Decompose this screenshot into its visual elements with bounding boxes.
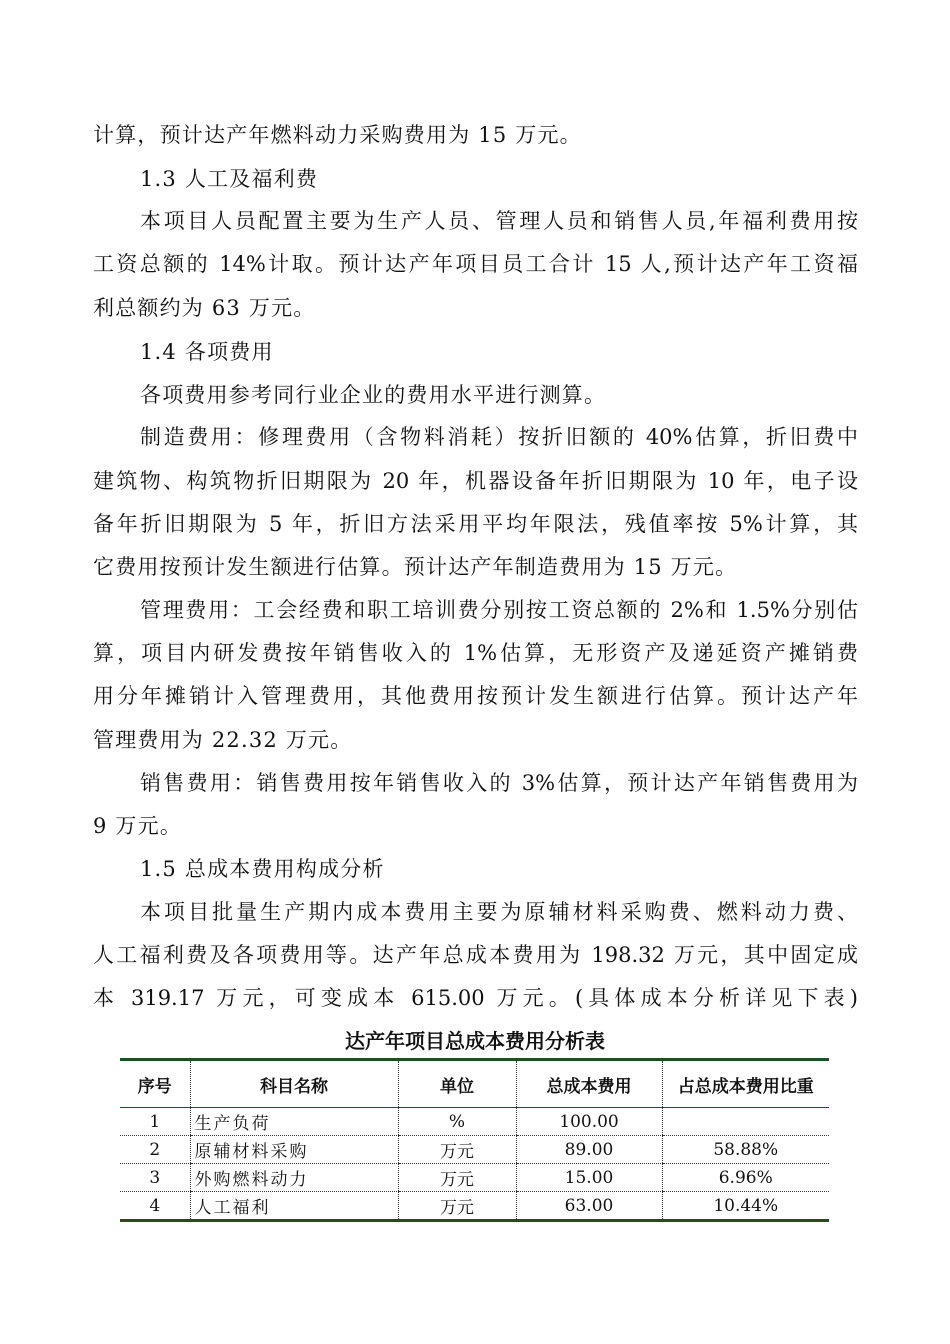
cell-total-cost: 63.00 bbox=[516, 1192, 662, 1221]
paragraph-line: 它费用按预计发生额进行估算。预计达产年制造费用为 15 万元。 bbox=[93, 555, 738, 579]
paragraph-line: 本项目人员配置主要为生产人员、管理人员和销售人员,年福利费用按 bbox=[140, 209, 858, 233]
section-heading: 1.4 各项费用 bbox=[140, 340, 274, 364]
paragraph-line: 建筑物、构筑物折旧期限为 20 年，机器设备年折旧期限为 10 年，电子设 bbox=[93, 469, 858, 493]
cell-share bbox=[662, 1108, 829, 1136]
header-unit: 单位 bbox=[398, 1060, 516, 1108]
table-header-row bbox=[120, 1060, 829, 1108]
header-index: 序号 bbox=[120, 1060, 190, 1108]
cell-index: 2 bbox=[120, 1136, 190, 1164]
table-row bbox=[120, 1192, 829, 1221]
header-item-name: 科目名称 bbox=[190, 1060, 398, 1108]
paragraph-line: 本项目批量生产期内成本费用主要为原辅材料采购费、燃料动力费、 bbox=[140, 900, 858, 924]
paragraph-line: 计算，预计达产年燃料动力采购费用为 15 万元。 bbox=[93, 123, 582, 147]
cell-item-name: 人工福利 bbox=[190, 1192, 398, 1221]
paragraph-line: 本 319.17 万元，可变成本 615.00 万元。(具体成本分析详见下表) bbox=[93, 986, 858, 1010]
cell-index: 3 bbox=[120, 1164, 190, 1192]
section-heading: 1.3 人工及福利费 bbox=[140, 167, 319, 191]
paragraph-line: 销售费用：销售费用按年销售收入的 3%估算，预计达产年销售费用为 bbox=[140, 771, 858, 795]
paragraph-line: 备年折旧期限为 5 年，折旧方法采用平均年限法，残值率按 5%计算，其 bbox=[93, 512, 858, 536]
cell-total-cost: 89.00 bbox=[516, 1136, 662, 1164]
cell-share: 58.88% bbox=[662, 1136, 829, 1164]
cell-unit: 万元 bbox=[398, 1192, 516, 1221]
paragraph-line: 各项费用参考同行业企业的费用水平进行测算。 bbox=[140, 383, 607, 407]
paragraph-line: 制造费用：修理费用（含物料消耗）按折旧额的 40%估算，折旧费中 bbox=[140, 425, 858, 449]
table-title: 达产年项目总成本费用分析表 bbox=[345, 1029, 605, 1053]
cell-total-cost: 15.00 bbox=[516, 1164, 662, 1192]
paragraph-line: 工资总额的 14%计取。预计达产年项目员工合计 15 人,预计达产年工资福 bbox=[93, 252, 858, 276]
cell-share: 6.96% bbox=[662, 1164, 829, 1192]
paragraph-line: 9 万元。 bbox=[93, 814, 183, 838]
paragraph-line: 用分年摊销计入管理费用，其他费用按预计发生额进行估算。预计达产年 bbox=[93, 684, 858, 708]
cell-item-name: 原辅材料采购 bbox=[190, 1136, 398, 1164]
cell-item-name: 生产负荷 bbox=[190, 1108, 398, 1136]
paragraph-line: 人工福利费及各项费用等。达产年总成本费用为 198.32 万元，其中固定成 bbox=[93, 943, 858, 967]
paragraph-line: 管理费用：工会经费和职工培训费分别按工资总额的 2%和 1.5%分别估 bbox=[140, 598, 858, 622]
paragraph-line: 管理费用为 22.32 万元。 bbox=[93, 728, 353, 752]
section-heading: 1.5 总成本费用构成分析 bbox=[140, 857, 385, 881]
cell-unit: 万元 bbox=[398, 1136, 516, 1164]
paragraph-line: 利总额约为 63 万元。 bbox=[93, 296, 316, 320]
cell-index: 4 bbox=[120, 1192, 190, 1221]
header-share: 占总成本费用比重 bbox=[662, 1060, 829, 1108]
paragraph-line: 算，项目内研发费按年销售收入的 1%估算，无形资产及递延资产摊销费 bbox=[93, 641, 858, 665]
table-row bbox=[120, 1164, 829, 1192]
cell-index: 1 bbox=[120, 1108, 190, 1136]
cell-total-cost: 100.00 bbox=[516, 1108, 662, 1136]
cell-item-name: 外购燃料动力 bbox=[190, 1164, 398, 1192]
cost-analysis-table bbox=[120, 1058, 829, 1222]
table-row bbox=[120, 1136, 829, 1164]
table-row bbox=[120, 1108, 829, 1136]
cell-unit: % bbox=[398, 1108, 516, 1136]
cell-share: 10.44% bbox=[662, 1192, 829, 1221]
header-total-cost: 总成本费用 bbox=[516, 1060, 662, 1108]
cell-unit: 万元 bbox=[398, 1164, 516, 1192]
